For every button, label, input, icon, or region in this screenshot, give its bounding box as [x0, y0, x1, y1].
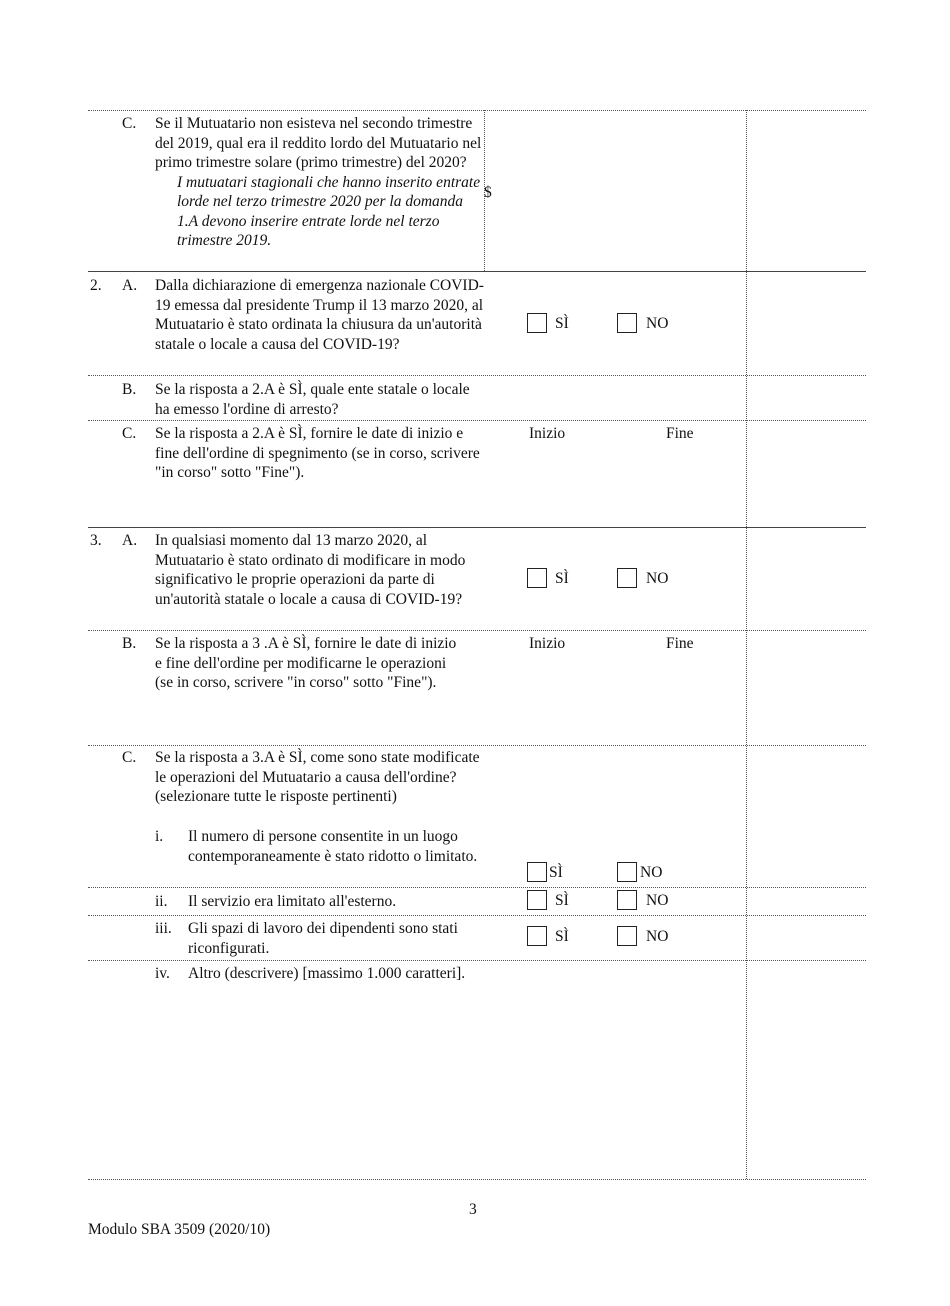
q2c-start-label: Inizio — [529, 425, 566, 442]
q1c-question: Se il Mutuatario non esisteva nel secondo trimestre del 2019, qual era il reddito lordo del Mutuatario nel primo trimestre solare (primo trimestre) del 2020? — [155, 115, 482, 171]
q3a-no-label: NO — [646, 570, 669, 587]
q3c-option-iii-text: Gli spazi di lavoro dei dipendenti sono stati riconfigurati. — [188, 920, 458, 957]
q1c-note: I mutuatari stagionali che hanno inserito entrate lorde nel terzo trimestre 2020 per la domanda 1.A devono inserire entrate lorde nel terzo trimestre 2019. — [177, 173, 481, 249]
q3c-i-no-checkbox[interactable] — [617, 862, 637, 882]
row-divider — [88, 887, 866, 888]
q3a-yes-checkbox[interactable] — [527, 568, 547, 588]
q3c-iii-yes-checkbox[interactable] — [527, 926, 547, 946]
form-identifier: Modulo SBA 3509 (2020/10) — [88, 1221, 271, 1238]
q3b-end-label: Fine — [666, 635, 694, 652]
q3c-ii-no-label: NO — [646, 892, 669, 909]
q2c-question: Se la risposta a 2.A è SÌ, fornire le date di inizio e fine dell'ordine di spegnimento (se in corso, scrivere "in corso" sotto "Fine"). — [155, 425, 480, 481]
q2c-start-date-field[interactable] — [498, 446, 618, 522]
page-number: 3 — [469, 1201, 477, 1218]
q2a-question: Dalla dichiarazione di emergenza nazionale COVID-19 emessa dal presidente Trump il 13 marzo 2020, al Mutuatario è stato ordinata la chiusura da un'autorità statale o locale a causa del COVID-19? — [155, 277, 484, 353]
q3c-iii-yes-label: SÌ — [555, 928, 569, 945]
q1c-question-block — [155, 114, 485, 251]
column-divider — [746, 110, 747, 1179]
q2b-letter: B. — [122, 381, 137, 398]
q3a-question: In qualsiasi momento dal 13 marzo 2020, al Mutuatario è stato ordinato di modificare in modo significativo le proprie operazioni da parte di un'autorità statale o locale a causa di COVID-19? — [155, 532, 466, 608]
q2b-answer-field[interactable] — [498, 377, 742, 418]
q3c-option-ii-numeral: ii. — [155, 893, 168, 910]
q3c-question: Se la risposta a 3.A è SÌ, come sono state modificate le operazioni del Mutuatario a causa dell'ordine? (selezionare tutte le risposte pertinenti) — [155, 749, 480, 805]
q3c-option-i-numeral: i. — [155, 828, 164, 845]
q3c-ii-yes-label: SÌ — [555, 892, 569, 909]
q2a-yes-label: SÌ — [555, 315, 569, 332]
q2c-letter: C. — [122, 425, 137, 442]
q3c-i-yes-label: SÌ — [549, 864, 563, 881]
q3c-option-i-text: Il numero di persone consentite in un luogo contemporaneamente è stato ridotto o limitato. — [188, 828, 478, 865]
q3c-option-iv-numeral: iv. — [155, 965, 170, 982]
q2c-end-date-field[interactable] — [622, 446, 742, 522]
section-divider — [88, 271, 866, 272]
q3c-ii-yes-checkbox[interactable] — [527, 890, 547, 910]
q3c-option-iii-numeral: iii. — [155, 920, 172, 937]
row-divider — [88, 110, 866, 111]
q3c-iii-no-checkbox[interactable] — [617, 926, 637, 946]
q3c-iii-no-label: NO — [646, 928, 669, 945]
q2a-no-checkbox[interactable] — [617, 313, 637, 333]
q3c-option-iv-text: Altro (descrivere) [massimo 1.000 caratteri]. — [188, 965, 466, 982]
q2a-letter: A. — [122, 277, 138, 294]
row-divider — [88, 630, 866, 631]
q2b-question: Se la risposta a 2.A è SÌ, quale ente statale o locale ha emesso l'ordine di arresto? — [155, 381, 470, 418]
row-divider — [88, 1179, 866, 1180]
row-divider — [88, 745, 866, 746]
q3c-i-yes-checkbox[interactable] — [527, 862, 547, 882]
q3b-start-label: Inizio — [529, 635, 566, 652]
q3b-question: Se la risposta a 3 .A è SÌ, fornire le date di inizio e fine dell'ordine per modificarne le operazioni (se in corso, scrivere "in corso" sotto "Fine"). — [155, 635, 457, 691]
q3c-ii-no-checkbox[interactable] — [617, 890, 637, 910]
q1c-right-field[interactable] — [750, 112, 864, 268]
q3c-option-ii-text: Il servizio era limitato all'esterno. — [188, 893, 397, 910]
q3c-other-description-field[interactable] — [155, 990, 742, 1175]
q2a-yes-checkbox[interactable] — [527, 313, 547, 333]
q3-number: 3. — [90, 532, 102, 549]
row-divider — [88, 420, 866, 421]
q3a-letter: A. — [122, 532, 138, 549]
q3a-yes-label: SÌ — [555, 570, 569, 587]
q3c-i-no-label: NO — [640, 864, 663, 881]
q3c-letter: C. — [122, 749, 137, 766]
q3b-start-date-field[interactable] — [498, 656, 618, 740]
q3a-no-checkbox[interactable] — [617, 568, 637, 588]
row-divider — [88, 960, 866, 961]
q3b-end-date-field[interactable] — [622, 656, 742, 740]
row-divider — [88, 375, 866, 376]
q2-number: 2. — [90, 277, 102, 294]
row-divider — [88, 915, 866, 916]
q1c-letter: C. — [122, 115, 137, 132]
q1c-amount-field[interactable] — [498, 112, 742, 268]
section-divider — [88, 527, 866, 528]
q2a-no-label: NO — [646, 315, 669, 332]
q2c-end-label: Fine — [666, 425, 694, 442]
q3b-letter: B. — [122, 635, 137, 652]
q1c-currency-symbol: $ — [484, 184, 492, 201]
